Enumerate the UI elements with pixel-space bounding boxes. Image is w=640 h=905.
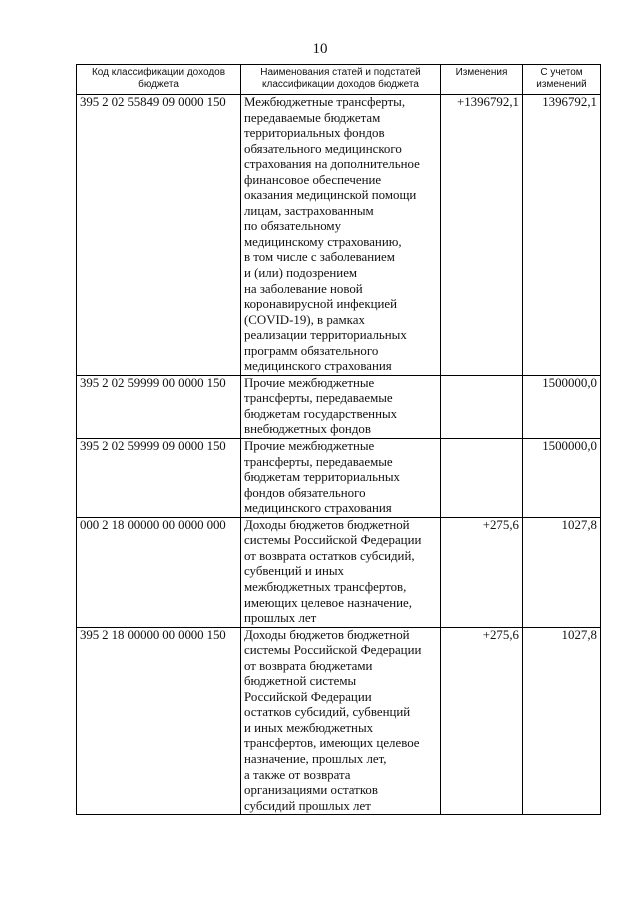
item-name-line: медицинского страхования <box>244 501 392 516</box>
classification-code: 395 2 02 55849 09 0000 150 <box>77 95 241 376</box>
item-name-line: на заболевание новой <box>244 281 363 296</box>
change-value: +1396792,1 <box>441 95 523 376</box>
total-value: 1027,8 <box>523 627 601 815</box>
item-name-line: Межбюджетные трансферты, <box>244 95 406 109</box>
total-value: 1500000,0 <box>523 439 601 518</box>
total-value: 1027,8 <box>523 517 601 627</box>
item-name-line: Российской Федерации <box>244 689 372 704</box>
column-header-code <box>77 65 241 95</box>
table-row <box>77 95 601 376</box>
item-name-line: бюджетам государственных <box>244 406 398 421</box>
item-name-line: медицинского страхования <box>244 359 392 374</box>
change-value: +275,6 <box>441 517 523 627</box>
item-name-line: бюджетам территориальных <box>244 470 400 485</box>
item-name-line: страхования на дополнительное <box>244 157 420 172</box>
item-name-line: (COVID-19), в рамках <box>244 312 365 327</box>
item-name <box>241 627 441 815</box>
item-name-line: реализации территориальных <box>244 328 407 343</box>
column-header-change-line: Изменения <box>455 67 508 78</box>
item-name-line: субвенций и иных <box>244 564 344 579</box>
table-row <box>77 439 601 518</box>
item-name-line: трансферты, передаваемые <box>244 454 393 469</box>
item-name-line: территориальных фондов <box>244 126 385 141</box>
item-name-line: и (или) подозрением <box>244 266 358 281</box>
column-header-code-line: бюджета <box>138 79 179 90</box>
item-name-line: трансфертов, имеющих целевое <box>244 736 420 751</box>
change-value: +275,6 <box>441 627 523 815</box>
item-name-line: остатков субсидий, субвенций <box>244 705 411 720</box>
item-name-line: лицам, застрахованным <box>244 203 374 218</box>
item-name-line: оказания медицинской помощи <box>244 188 417 203</box>
column-header-total <box>523 65 601 95</box>
table-body <box>77 95 601 815</box>
item-name <box>241 517 441 627</box>
item-name-line: назначение, прошлых лет, <box>244 751 387 766</box>
item-name <box>241 375 441 438</box>
item-name-line: Доходы бюджетов бюджетной <box>244 627 410 642</box>
column-header-change <box>441 65 523 95</box>
item-name-line: трансферты, передаваемые <box>244 391 393 406</box>
item-name-line: передаваемые бюджетам <box>244 110 381 125</box>
item-name-line: Прочие межбюджетные <box>244 439 375 454</box>
item-name-line: медицинскому страхованию, <box>244 234 402 249</box>
item-name-line: имеющих целевое назначение, <box>244 595 412 610</box>
column-header-code-line: Код классификации доходов <box>91 67 226 78</box>
item-name-line: по обязательному <box>244 219 342 234</box>
item-name-line: системы Российской Федерации <box>244 533 422 548</box>
column-header-name <box>241 65 441 95</box>
table-row <box>77 375 601 438</box>
item-name-line: в том числе с заболеванием <box>244 250 395 265</box>
classification-code: 000 2 18 00000 00 0000 000 <box>77 517 241 627</box>
item-name-line: и иных межбюджетных <box>244 720 374 735</box>
item-name-line: организациями остатков <box>244 783 378 798</box>
item-name <box>241 439 441 518</box>
table-header-row <box>77 65 601 95</box>
column-header-name-line: классификации доходов бюджета <box>262 79 419 90</box>
page-number: 10 <box>312 41 328 57</box>
classification-code: 395 2 02 59999 00 0000 150 <box>77 375 241 438</box>
item-name <box>241 95 441 376</box>
column-header-name-line: Наименования статей и подстатей <box>260 67 421 78</box>
table-row <box>77 517 601 627</box>
item-name-line: системы Российской Федерации <box>244 643 422 658</box>
total-value: 1396792,1 <box>523 95 601 376</box>
column-header-total-line: С учетом <box>540 67 583 78</box>
item-name-line: субсидий прошлых лет <box>244 798 371 813</box>
classification-code: 395 2 18 00000 00 0000 150 <box>77 627 241 815</box>
table-row <box>77 627 601 815</box>
item-name-line: бюджетной системы <box>244 674 357 689</box>
budget-revenue-table <box>76 64 601 815</box>
item-name-line: фондов обязательного <box>244 485 366 500</box>
change-value <box>441 439 523 518</box>
item-name-line: внебюджетных фондов <box>244 422 371 437</box>
total-value: 1500000,0 <box>523 375 601 438</box>
item-name-line: а также от возврата <box>244 767 351 782</box>
column-header-total-line: изменений <box>536 79 587 90</box>
classification-code: 395 2 02 59999 09 0000 150 <box>77 439 241 518</box>
item-name-line: коронавирусной инфекцией <box>244 297 398 312</box>
item-name-line: от возврата бюджетами <box>244 658 373 673</box>
item-name-line: финансовое обеспечение <box>244 172 382 187</box>
item-name-line: от возврата остатков субсидий, <box>244 548 415 563</box>
item-name-line: программ обязательного <box>244 343 379 358</box>
item-name-line: Прочие межбюджетные <box>244 375 375 390</box>
item-name-line: прошлых лет <box>244 611 317 626</box>
item-name-line: обязательного медицинского <box>244 141 402 156</box>
item-name-line: Доходы бюджетов бюджетной <box>244 517 410 532</box>
change-value <box>441 375 523 438</box>
item-name-line: межбюджетных трансфертов, <box>244 579 407 594</box>
